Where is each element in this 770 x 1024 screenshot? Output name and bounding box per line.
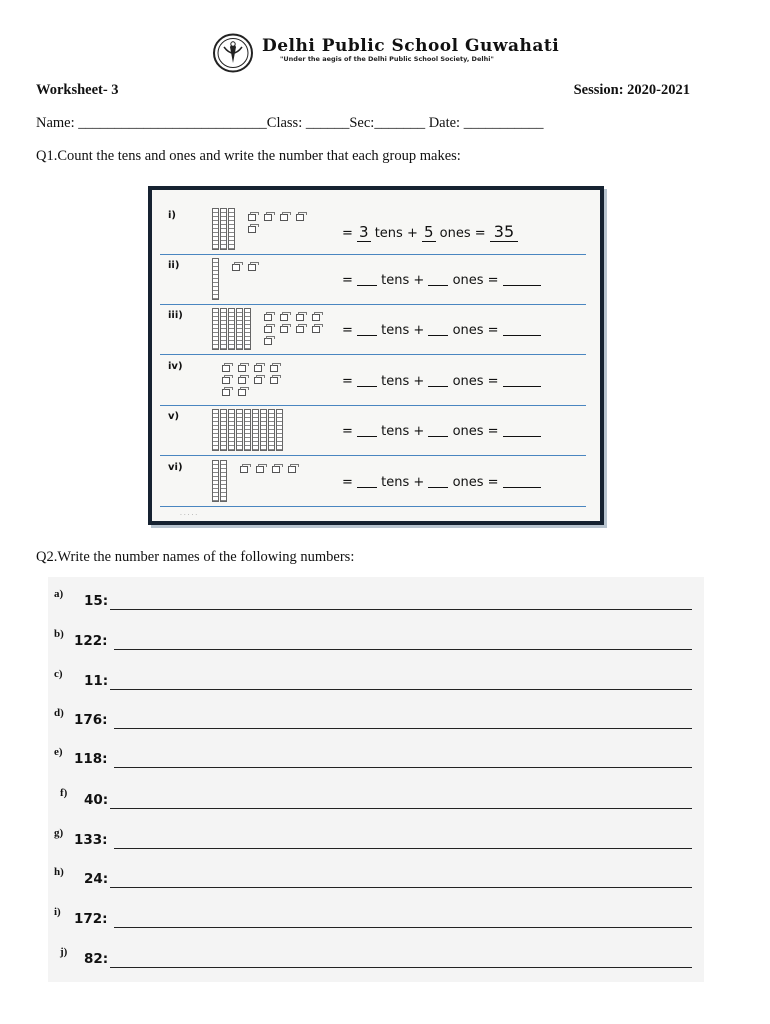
tens-rod [220, 208, 227, 250]
ones-cube [222, 365, 230, 372]
q2-item-number: 24: [84, 871, 109, 887]
q2-answer-line[interactable] [110, 689, 692, 690]
tens-rod [236, 409, 243, 451]
q1-equation[interactable]: = tens + ones = [342, 322, 541, 338]
q2-item-number: 118: [74, 751, 108, 767]
worksheet-label: Worksheet- 3 [36, 82, 119, 98]
q2-item-letter: b) [54, 628, 64, 640]
ones-cube [238, 365, 246, 372]
tens-answer[interactable] [357, 423, 377, 437]
q1-row-label: ii) [168, 260, 180, 271]
q2-item-letter: d) [54, 707, 64, 719]
number-answer[interactable] [503, 272, 541, 286]
ones-cube [248, 214, 256, 221]
ones-cube [264, 338, 272, 345]
ones-cube [254, 365, 262, 372]
ones-cube [256, 466, 264, 473]
ones-cube [240, 466, 248, 473]
ones-cube [288, 466, 296, 473]
q2-item [48, 864, 704, 894]
tens-rod [220, 308, 227, 350]
tens-rod [212, 460, 219, 502]
number-answer[interactable] [503, 474, 541, 488]
ones-cube [248, 264, 256, 271]
tens-rod [220, 460, 227, 502]
q1-row-label: vi) [168, 462, 183, 473]
tens-rod [212, 208, 219, 250]
q2-item-letter: j) [60, 946, 68, 958]
school-motto: "Under the aegis of the Delhi Public School Society, Delhi" [280, 55, 494, 63]
q1-row [160, 456, 586, 507]
number-answer[interactable]: 35 [490, 222, 518, 242]
q2-item [48, 744, 704, 774]
q2-item [48, 904, 704, 934]
ones-cube [264, 214, 272, 221]
ones-answer[interactable] [428, 423, 448, 437]
ones-cube [280, 326, 288, 333]
tens-answer[interactable] [357, 474, 377, 488]
ones-cube [238, 389, 246, 396]
tens-rod [260, 409, 267, 451]
tens-rod [268, 409, 275, 451]
tens-rod [228, 308, 235, 350]
q2-item-letter: a) [54, 588, 64, 600]
q2-item-number: 172: [74, 911, 108, 927]
ones-answer[interactable]: 5 [423, 223, 434, 241]
school-logo [212, 33, 254, 73]
q2-answer-line[interactable] [114, 848, 692, 849]
tens-rod [212, 409, 219, 451]
q1-row [160, 304, 586, 355]
q1-row-label: i) [168, 210, 176, 221]
q2-item [48, 666, 704, 696]
tens-rod [212, 308, 219, 350]
ones-cube [238, 377, 246, 384]
q2-item [48, 586, 704, 616]
q2-item-number: 133: [74, 832, 108, 848]
ones-cube [222, 377, 230, 384]
tens-answer[interactable] [357, 322, 377, 336]
ones-cube [280, 214, 288, 221]
number-answer[interactable] [503, 373, 541, 387]
ones-cube [270, 377, 278, 384]
q2-item-number: 176: [74, 712, 108, 728]
q1-equation[interactable]: = tens + ones = [342, 423, 541, 439]
q2-answer-line[interactable] [114, 728, 692, 729]
q1-row [160, 204, 586, 255]
ones-cube [280, 314, 288, 321]
tens-rod [252, 409, 259, 451]
tens-answer[interactable] [357, 272, 377, 286]
ones-cube [264, 314, 272, 321]
ones-cube [296, 326, 304, 333]
q2-item [48, 825, 704, 855]
q2-answer-line[interactable] [114, 927, 692, 928]
q2-item-letter: c) [54, 668, 63, 680]
q2-item [48, 626, 704, 656]
ones-cube [272, 466, 280, 473]
ones-cube [296, 214, 304, 221]
number-answer[interactable] [503, 423, 541, 437]
panel-footer-smudge: · · · · · [180, 512, 198, 519]
q2-item-number: 82: [84, 951, 109, 967]
q2-item-number: 15: [84, 593, 109, 609]
ones-cube [270, 365, 278, 372]
ones-answer[interactable] [428, 322, 448, 336]
tens-rod [228, 409, 235, 451]
q2-item-number: 11: [84, 673, 109, 689]
ones-cube [312, 314, 320, 321]
q2-item-letter: h) [54, 866, 64, 878]
q1-equation[interactable]: = tens + ones = [342, 373, 541, 389]
ones-cube [248, 226, 256, 233]
ones-cube [222, 389, 230, 396]
ones-cube [232, 264, 240, 271]
ones-cube [312, 326, 320, 333]
q2-answer-line[interactable] [114, 767, 692, 768]
tens-rod [244, 308, 251, 350]
q2-answer-line[interactable] [110, 609, 692, 610]
ones-cube [254, 377, 262, 384]
q2-exercise-panel [48, 577, 704, 982]
q2-item-letter: f) [60, 787, 68, 799]
tens-rod [220, 409, 227, 451]
tens-answer[interactable]: 3 [359, 223, 369, 241]
tens-answer[interactable] [357, 373, 377, 387]
session-label: Session: 2020-2021 [573, 82, 690, 98]
q1-row-label: v) [168, 411, 180, 422]
ones-cube [296, 314, 304, 321]
q2-item-letter: e) [54, 746, 63, 758]
ones-answer[interactable] [428, 474, 448, 488]
ones-answer[interactable] [428, 272, 448, 286]
q1-equation[interactable]: = 3 tens + 5 ones = 35 [342, 222, 518, 242]
q2-item [48, 944, 704, 974]
q1-row-label: iii) [168, 310, 183, 321]
q2-item-number: 122: [74, 633, 108, 649]
tens-rod [276, 409, 283, 451]
tens-rod [212, 258, 219, 300]
tens-rod [228, 208, 235, 250]
q1-exercise-panel [148, 186, 604, 525]
q2-item-letter: i) [54, 906, 61, 918]
q2-item-letter: g) [54, 827, 64, 839]
q1-row-label: iv) [168, 361, 183, 372]
school-name: Delhi Public School Guwahati [262, 36, 560, 56]
q1-equation[interactable]: = tens + ones = [342, 474, 541, 490]
q1-equation[interactable]: = tens + ones = [342, 272, 541, 288]
question-2-text: Q2.Write the number names of the following numbers: [36, 549, 355, 565]
q2-item [48, 705, 704, 735]
tens-rod [236, 308, 243, 350]
q1-row [160, 405, 586, 456]
q1-row [160, 254, 586, 305]
ones-cube [264, 326, 272, 333]
q2-answer-line[interactable] [110, 967, 692, 968]
q2-item-number: 40: [84, 792, 109, 808]
q2-answer-line[interactable] [110, 808, 692, 809]
q2-answer-line[interactable] [110, 887, 692, 888]
ones-answer[interactable] [428, 373, 448, 387]
student-info-line[interactable]: Name: __________________________Class: ______Sec:_______ Date: ___________ [36, 115, 544, 131]
q2-answer-line[interactable] [114, 649, 692, 650]
question-1-text: Q1.Count the tens and ones and write the number that each group makes: [36, 148, 461, 164]
tens-rod [244, 409, 251, 451]
q2-item [48, 785, 704, 815]
number-answer[interactable] [503, 322, 541, 336]
q1-row [160, 355, 586, 406]
